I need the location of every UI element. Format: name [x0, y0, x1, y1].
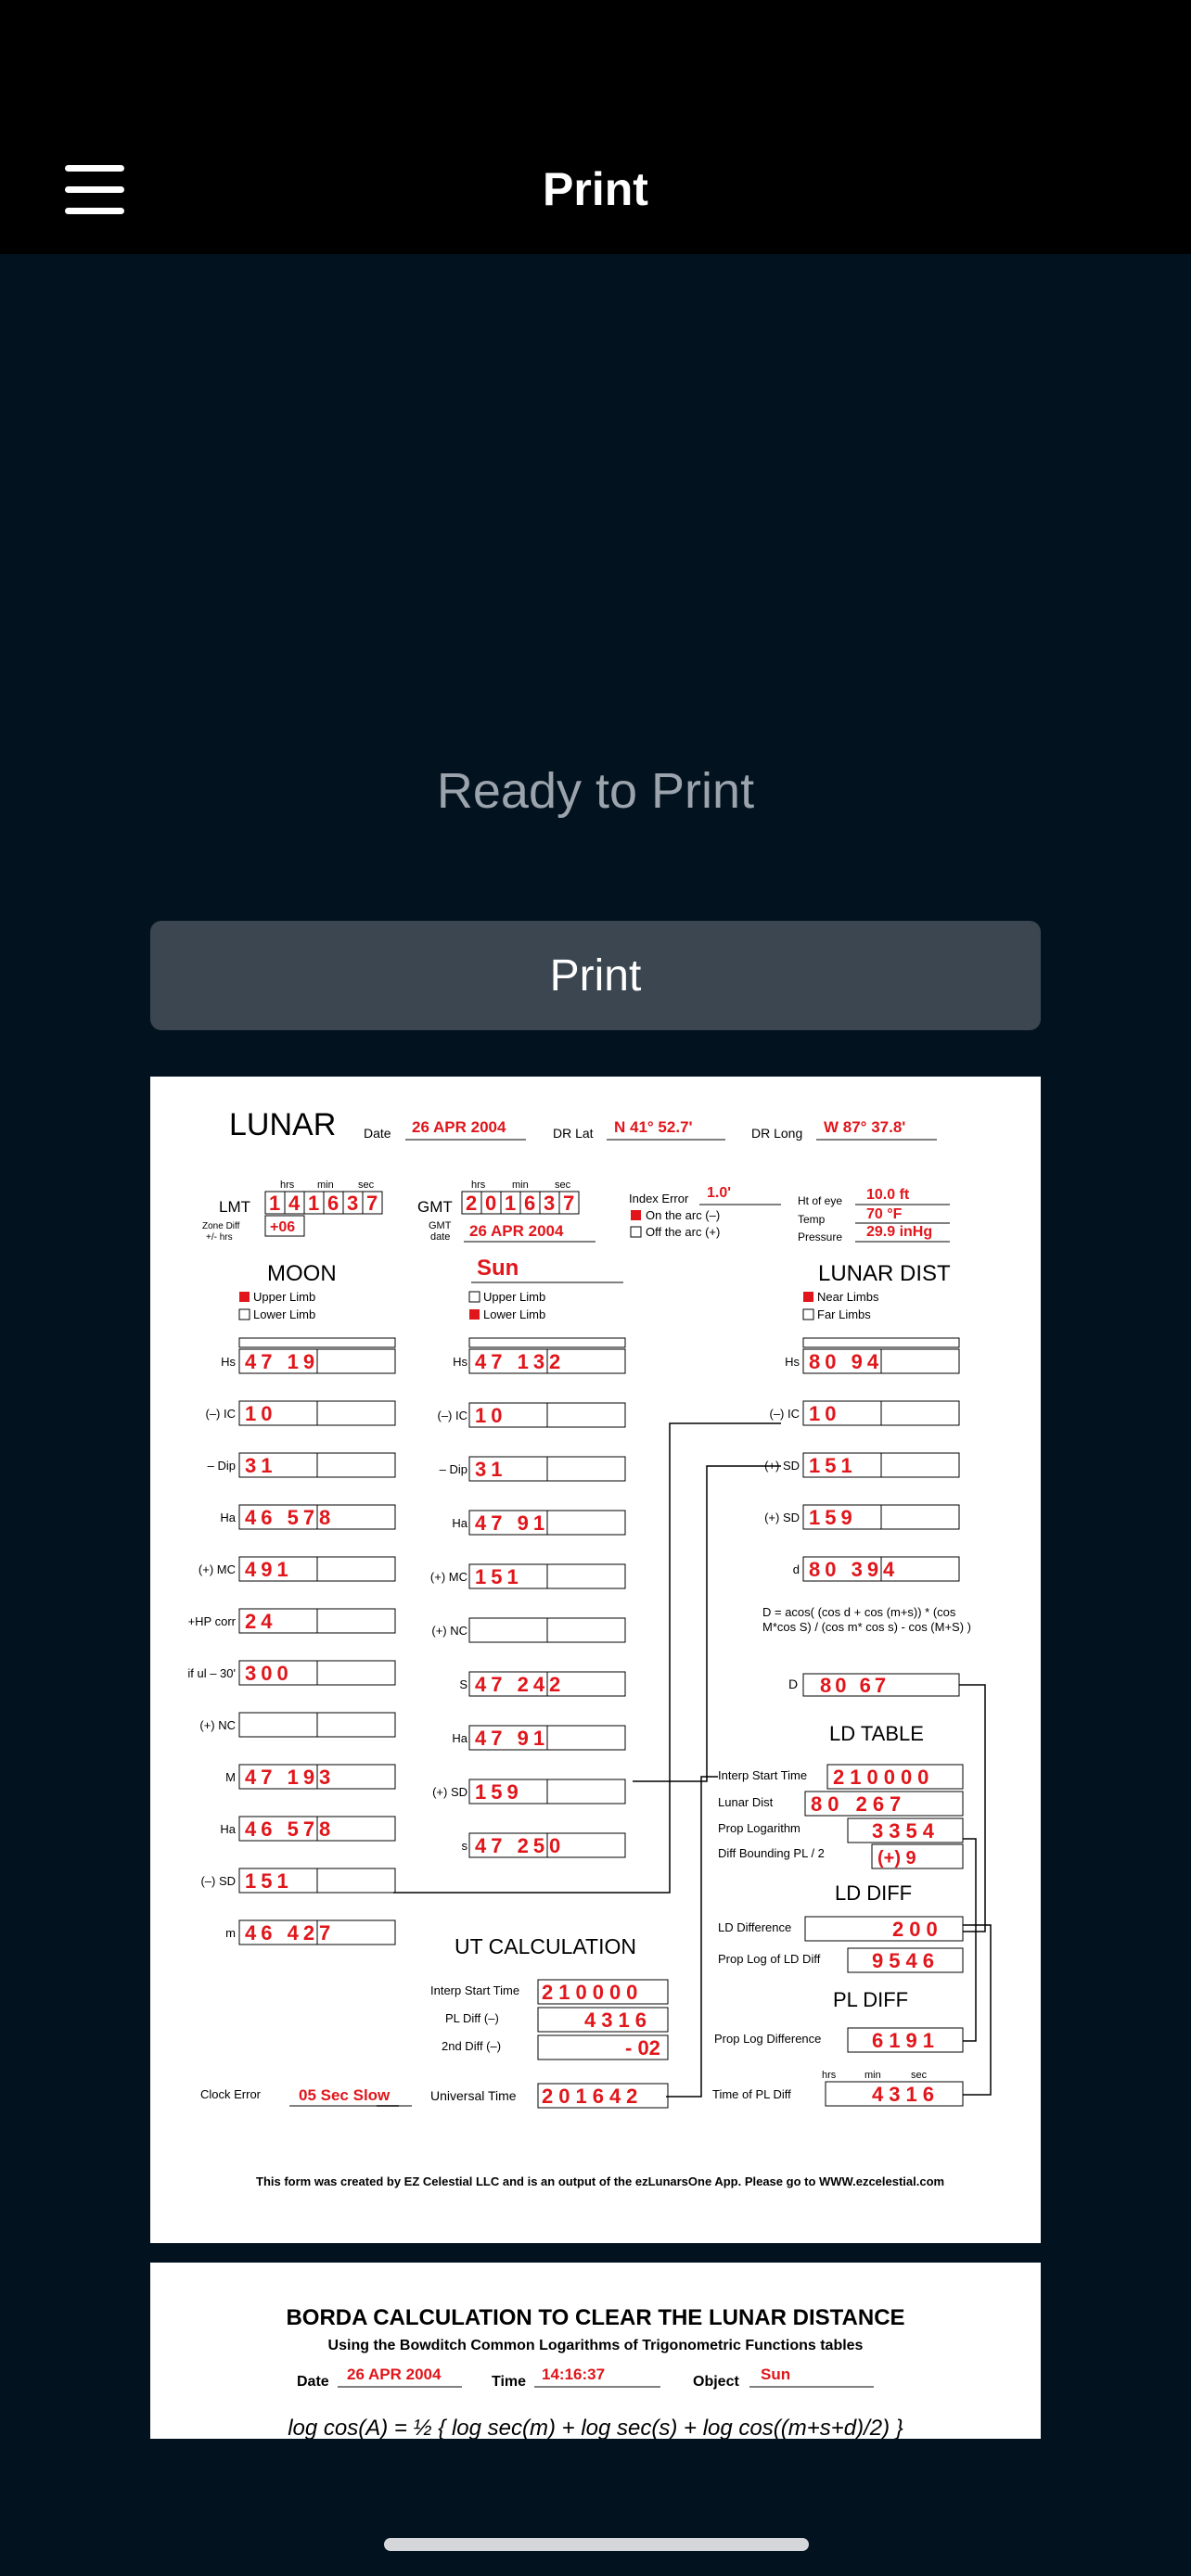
lmt-digit: 3 — [347, 1192, 359, 1215]
time-pl-label: Time of PL Diff — [712, 2087, 791, 2101]
sun-row-value: 47 250 — [475, 1834, 566, 1857]
moon-row-label: (+) MC — [198, 1562, 236, 1576]
date-label: Date — [364, 1126, 391, 1141]
lunar-dist-row-value: 151 — [809, 1454, 857, 1477]
prop-log-ld-label: Prop Log of LD Diff — [718, 1952, 821, 1966]
d-value: 80 67 — [820, 1674, 890, 1697]
ld-difference-value: 200 — [892, 1918, 943, 1941]
moon-row-label: Hs — [221, 1355, 236, 1369]
moon-row-label: +HP corr — [187, 1614, 236, 1628]
ld-diff-bounding-value: (+) 9 — [877, 1848, 916, 1868]
borda-time-label: Time — [492, 2374, 527, 2390]
moon-row-value: 300 — [245, 1662, 293, 1685]
moon-row-value: 47 193 — [245, 1766, 336, 1789]
gmt-digit: 1 — [505, 1192, 517, 1215]
borda-title: BORDA CALCULATION TO CLEAR THE LUNAR DISTANCE — [286, 2305, 905, 2330]
ld-interp-value: 210000 — [833, 1766, 935, 1789]
moon-row-label: if ul – 30' — [187, 1666, 236, 1680]
ld-diff-heading: LD DIFF — [835, 1881, 913, 1905]
gmt-date-sub: date — [430, 1231, 451, 1243]
off-arc-label: Off the arc (+) — [646, 1225, 721, 1239]
distance-formula: D = acos( (cos d + cos (m+s)) * (cos M*cos S) / (cos m* cos s) - cos (M+S) ) — [762, 1605, 971, 1634]
lunar-dist-header-cell — [803, 1338, 959, 1347]
lunar-dist-row-label: d — [792, 1562, 800, 1576]
prop-log-diff-label: Prop Log Difference — [714, 2032, 822, 2046]
gmt-digit: 3 — [544, 1192, 556, 1215]
ld-prop-log-value: 3354 — [872, 1819, 940, 1843]
page-title: Print — [543, 163, 648, 215]
dr-lat-label: DR Lat — [553, 1126, 594, 1141]
zone-diff-value: +06 — [270, 1219, 296, 1235]
sun-row-value: 31 — [475, 1458, 507, 1481]
lmt-digit: 1 — [269, 1192, 281, 1215]
gmt-digit: 6 — [524, 1192, 536, 1215]
sun-row-label: Ha — [452, 1731, 467, 1745]
print-button[interactable]: Print — [150, 921, 1041, 1030]
pressure-value: 29.9 inHg — [866, 1224, 933, 1240]
lunar-dist-row-label: (–) IC — [769, 1407, 800, 1421]
prop-log-ld-value: 9546 — [872, 1949, 940, 1972]
moon-row-label: Ha — [220, 1822, 236, 1836]
sun-row-label: – Dip — [439, 1462, 467, 1476]
ld-difference-label: LD Difference — [718, 1920, 792, 1934]
moon-row-value: 47 19 — [245, 1350, 320, 1373]
ld-table-heading: LD TABLE — [829, 1722, 924, 1745]
pl-sec-label: sec — [911, 2070, 928, 2081]
sun-header-cell — [469, 1338, 625, 1347]
lunar-dist-rows — [764, 1338, 959, 1581]
clock-error-label: Clock Error — [200, 2087, 262, 2101]
moon-row-label: Ha — [220, 1511, 236, 1524]
lunar-dist-row-value: 80 94 — [809, 1350, 884, 1373]
ht-eye-value: 10.0 ft — [866, 1187, 910, 1203]
gmt-digit: 0 — [485, 1192, 497, 1215]
moon-rows — [187, 1338, 395, 1945]
lunar-form-preview — [150, 1077, 1041, 2243]
pl-min-label: min — [864, 2070, 881, 2081]
moon-row-value: 24 — [245, 1610, 277, 1633]
sun-row-label: (+) SD — [432, 1785, 467, 1799]
top-bar — [0, 0, 1191, 254]
lunar-dist-row-value: 80 394 — [809, 1558, 900, 1581]
lunar-form-document — [150, 1077, 1041, 2243]
sun-lower-limb: Lower Limb — [483, 1307, 546, 1321]
gmt-label: GMT — [417, 1198, 453, 1216]
sun-row-value: 151 — [475, 1565, 523, 1588]
form-title: LUNAR — [229, 1107, 337, 1142]
borda-date-value: 26 APR 2004 — [347, 2366, 442, 2383]
borda-formula: log cos(A) = ½ { log sec(m) + log sec(s) + log cos((m+s+d)/2) } — [288, 2416, 903, 2439]
pl-hrs-label: hrs — [822, 2070, 837, 2081]
sun-row-value: 10 — [475, 1404, 507, 1427]
gmt-date-value: 26 APR 2004 — [469, 1222, 564, 1240]
lmt-digit-boxes — [265, 1192, 382, 1215]
moon-row-value: 46 578 — [245, 1817, 336, 1841]
dr-long-label: DR Long — [751, 1126, 803, 1141]
ut-heading: UT CALCULATION — [455, 1934, 636, 1958]
moon-row-label: m — [225, 1926, 236, 1940]
sec-label: sec — [358, 1180, 375, 1191]
moon-lower-limb: Lower Limb — [253, 1307, 316, 1321]
ut-interp-label: Interp Start Time — [430, 1983, 520, 1997]
borda-subtitle: Using the Bowditch Common Logarithms of Trigonometric Functions tables — [327, 2338, 864, 2353]
time-pl-value: 4316 — [872, 2083, 940, 2106]
moon-row-value: 46 578 — [245, 1506, 336, 1529]
sun-row-value: 159 — [475, 1780, 523, 1804]
lmt-digit: 7 — [366, 1192, 378, 1215]
moon-row-label: M — [225, 1770, 236, 1784]
moon-row-value: 151 — [245, 1869, 293, 1893]
index-error-value: 1.0' — [707, 1185, 732, 1201]
lunar-dist-row-label: Hs — [785, 1355, 800, 1369]
lunar-dist-heading: LUNAR DIST — [818, 1261, 951, 1286]
zone-diff-sub: +/- hrs — [206, 1232, 233, 1243]
dr-lat-value: N 41° 52.7' — [614, 1118, 693, 1136]
borda-object-label: Object — [693, 2374, 739, 2390]
ut-pl-diff-label: PL Diff (–) — [445, 2011, 499, 2025]
moon-header-cell — [239, 1338, 395, 1347]
sun-row-label: (–) IC — [437, 1409, 467, 1422]
lunar-dist-row-value: 159 — [809, 1506, 857, 1529]
borda-time-value: 14:16:37 — [542, 2366, 606, 2383]
form-footer: This form was created by EZ Celestial LLC and is an output of the ezLunarsOne App. Please go to WWW.ezcelestial.com — [256, 2174, 945, 2188]
moon-row-value: 46 427 — [245, 1921, 336, 1945]
sun-row-value: 47 91 — [475, 1511, 550, 1535]
lmt-digit: 1 — [308, 1192, 320, 1215]
sun-upper-limb: Upper Limb — [483, 1290, 546, 1304]
gmt-digit-boxes — [462, 1192, 579, 1215]
home-indicator[interactable] — [384, 2538, 809, 2551]
moon-row-label: (–) IC — [205, 1407, 236, 1421]
print-status-text: Ready to Print — [436, 763, 755, 819]
sun-rows — [430, 1338, 625, 1857]
ht-eye-label: Ht of eye — [798, 1194, 843, 1207]
ut-2nd-diff-label: 2nd Diff (–) — [442, 2039, 502, 2053]
ld-lunar-dist-value: 80 267 — [811, 1792, 907, 1816]
moon-row-value: 491 — [245, 1558, 293, 1581]
date-value: 26 APR 2004 — [412, 1118, 506, 1136]
index-error-label: Index Error — [629, 1192, 689, 1205]
lunar-dist-row-label: (+) SD — [764, 1459, 800, 1473]
ld-lunar-dist-label: Lunar Dist — [718, 1795, 774, 1809]
sun-heading: Sun — [477, 1256, 519, 1281]
min-label: min — [317, 1180, 334, 1191]
ut-value: 201642 — [542, 2085, 644, 2108]
ld-interp-label: Interp Start Time — [718, 1768, 808, 1782]
ut-2nd-diff-value: - 02 — [625, 2036, 660, 2060]
ut-pl-diff-value: 4316 — [584, 2009, 652, 2032]
moon-heading: MOON — [267, 1261, 337, 1286]
d-label: D — [788, 1677, 799, 1691]
borda-form-preview — [150, 2263, 1041, 2439]
ut-label: Universal Time — [430, 2088, 517, 2103]
temp-value: 70 °F — [866, 1206, 903, 1222]
ld-prop-log-label: Prop Logarithm — [718, 1821, 800, 1835]
moon-row-value: 31 — [245, 1454, 277, 1477]
lmt-digit: 6 — [327, 1192, 339, 1215]
sun-row-label: Ha — [452, 1516, 467, 1530]
gmt-digit: 2 — [466, 1192, 478, 1215]
pressure-label: Pressure — [798, 1231, 843, 1243]
dr-long-value: W 87° 37.8' — [824, 1118, 906, 1136]
gmt-min-label: min — [512, 1180, 529, 1191]
on-arc-label: On the arc (–) — [646, 1208, 721, 1222]
borda-date-label: Date — [297, 2374, 329, 2390]
moon-row-label: (+) NC — [199, 1718, 236, 1732]
lmt-digit: 4 — [288, 1192, 301, 1215]
sun-row-label: Hs — [453, 1355, 467, 1369]
sun-row-label: S — [459, 1677, 467, 1691]
borda-object-value: Sun — [761, 2366, 791, 2383]
prop-log-diff-value: 6191 — [872, 2029, 940, 2052]
gmt-hrs-label: hrs — [471, 1180, 486, 1191]
moon-upper-limb: Upper Limb — [253, 1290, 316, 1304]
sun-row-label: s — [461, 1839, 467, 1853]
near-limbs-label: Near Limbs — [817, 1290, 879, 1304]
moon-row-label: (–) SD — [200, 1874, 236, 1888]
ld-diff-bounding-label: Diff Bounding PL / 2 — [718, 1846, 825, 1860]
ut-interp-value: 210000 — [542, 1981, 644, 2004]
gmt-date-label: GMT — [429, 1220, 452, 1231]
hrs-label: hrs — [280, 1180, 295, 1191]
far-limbs-label: Far Limbs — [817, 1307, 871, 1321]
moon-row-value: 10 — [245, 1402, 277, 1425]
lmt-label: LMT — [219, 1198, 250, 1216]
sun-row-value: 47 91 — [475, 1727, 550, 1750]
sun-row-value: 47 132 — [475, 1350, 566, 1373]
lunar-dist-row-label: (+) SD — [764, 1511, 800, 1524]
sun-row-label: (+) MC — [429, 1570, 467, 1584]
temp-label: Temp — [798, 1213, 826, 1226]
gmt-digit: 7 — [563, 1192, 575, 1215]
sun-row-value: 47 242 — [475, 1673, 566, 1696]
lunar-dist-row-value: 10 — [809, 1402, 841, 1425]
moon-row-label: – Dip — [207, 1459, 236, 1473]
gmt-sec-label: sec — [555, 1180, 571, 1191]
borda-form-document — [150, 2263, 1041, 2439]
clock-error-value: 05 Sec Slow — [299, 2086, 391, 2104]
zone-diff-label: Zone Diff — [202, 1221, 240, 1231]
pl-diff-heading: PL DIFF — [833, 1988, 909, 2011]
sun-row-label: (+) NC — [431, 1624, 467, 1638]
